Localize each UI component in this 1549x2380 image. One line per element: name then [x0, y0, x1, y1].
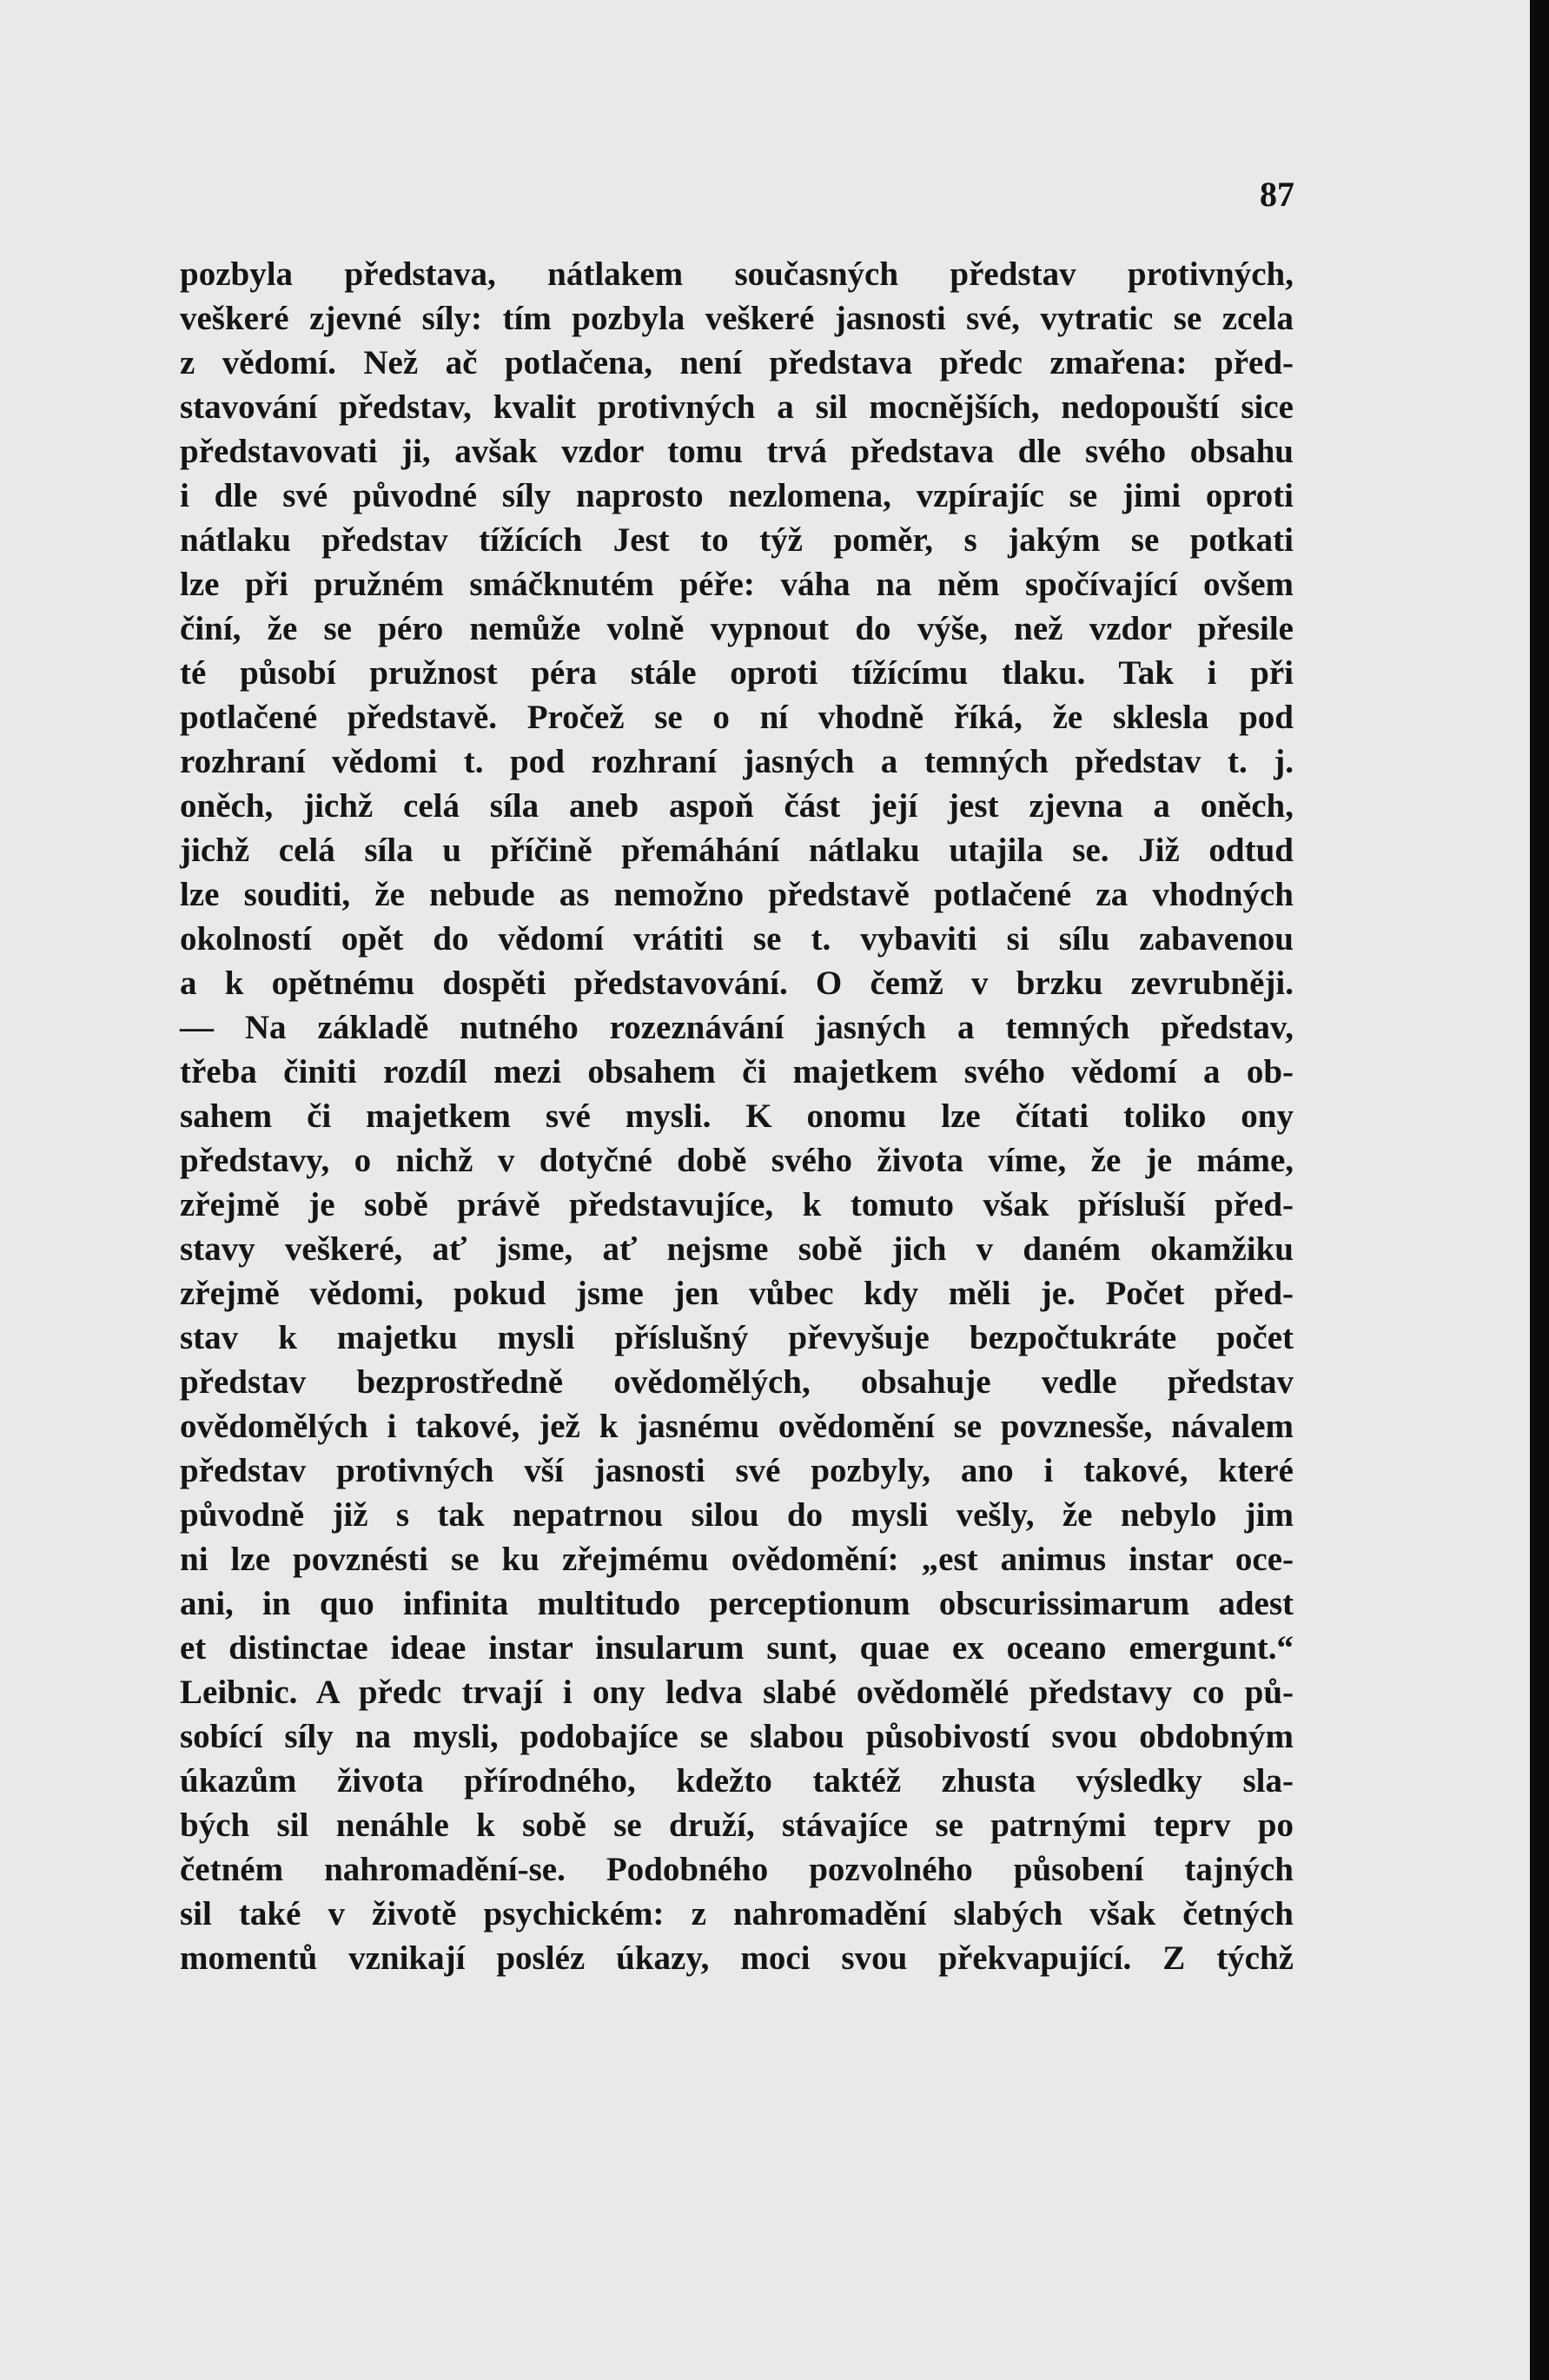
- scan-border: [1530, 0, 1549, 2380]
- text-line: úkazům života přírodného, kdežto taktéž zhusta výsledky sla-: [180, 1762, 1294, 1800]
- text-line: veškeré zjevné síly: tím pozbyla veškeré jasnosti své, vytratic se zcela: [180, 300, 1294, 337]
- text-line: nátlaku představ tížících Jest to týž poměr, s jakým se potkati: [180, 521, 1294, 559]
- body-text: [180, 252, 1294, 1980]
- text-line: potlačené představě. Pročež se o ní vhodně říká, že sklesla pod: [180, 699, 1294, 736]
- text-line: stavování představ, kvalit protivných a sil mocnějších, nedopouští sice: [180, 388, 1294, 426]
- text-line: rozhraní vědomi t. pod rozhraní jasných a temných představ t. j.: [180, 743, 1294, 780]
- text-line: pozbyla představa, nátlakem současných představ protivných,: [180, 255, 1294, 293]
- text-line: — Na základě nutného rozeznávání jasných a temných představ,: [180, 1009, 1294, 1046]
- text-line: sahem či majetkem své mysli. K onomu lze čítati toliko ony: [180, 1097, 1294, 1135]
- text-line: původně již s tak nepatrnou silou do mysli vešly, že nebylo jim: [180, 1496, 1294, 1534]
- text-line: té působí pružnost péra stále oproti tížícímu tlaku. Tak i při: [180, 654, 1294, 692]
- text-line: stavy veškeré, ať jsme, ať nejsme sobě jich v daném okamžiku: [180, 1230, 1294, 1268]
- text-line: sil také v životě psychickém: z nahromadění slabých však četných: [180, 1895, 1294, 1933]
- text-line: zřejmě je sobě právě představujíce, k tomuto však přísluší před-: [180, 1186, 1294, 1223]
- text-line: lze při pružném smáčknutém péře: váha na něm spočívající ovšem: [180, 566, 1294, 603]
- text-line: ovědomělých i takové, jež k jasnému ovědomění se povznesše, návalem: [180, 1408, 1294, 1445]
- text-line: zřejmě vědomi, pokud jsme jen vůbec kdy měli je. Počet před-: [180, 1275, 1294, 1312]
- text-line: et distinctae ideae instar insularum sunt, quae ex oceano emergunt.“: [180, 1629, 1294, 1667]
- text-line: momentů vznikají posléz úkazy, moci svou překvapující. Z týchž: [180, 1939, 1294, 1977]
- text-line: četném nahromadění-se. Podobného pozvolného působení tajných: [180, 1851, 1294, 1888]
- text-line: bých sil nenáhle k sobě se druží, stávajíce se patrnými teprv po: [180, 1807, 1294, 1844]
- text-line: i dle své původné síly naprosto nezlomena, vzpírajíc se jimi oproti: [180, 477, 1294, 514]
- text-line: činí, že se péro nemůže volně vypnout do výše, než vzdor přesile: [180, 610, 1294, 647]
- text-line: jichž celá síla u příčině přemáhání nátlaku utajila se. Již odtud: [180, 832, 1294, 869]
- text-line: představy, o nichž v dotyčné době svého života víme, že je máme,: [180, 1142, 1294, 1179]
- text-line: z vědomí. Než ač potlačena, není představa předc zmařena: před-: [180, 344, 1294, 381]
- text-line: představ bezprostředně ovědomělých, obsahuje vedle představ: [180, 1363, 1294, 1401]
- text-line: třeba činiti rozdíl mezi obsahem či majetkem svého vědomí a ob-: [180, 1053, 1294, 1091]
- text-line: oněch, jichž celá síla aneb aspoň část její jest zjevna a oněch,: [180, 787, 1294, 825]
- text-line: sobící síly na mysli, podobajíce se slabou působivostí svou obdobným: [180, 1718, 1294, 1755]
- page-number: 87: [1260, 175, 1294, 214]
- text-line: ani, in quo infinita multitudo perceptionum obscurissimarum adest: [180, 1585, 1294, 1622]
- text-line: ni lze povznésti se ku zřejmému ovědomění: „est animus instar oce-: [180, 1541, 1294, 1578]
- text-line: okolností opět do vědomí vrátiti se t. vybaviti si sílu zabavenou: [180, 920, 1294, 958]
- text-line: představovati ji, avšak vzdor tomu trvá představa dle svého obsahu: [180, 433, 1294, 470]
- text-line: Leibnic. A předc trvají i ony ledva slabé ovědomělé představy co pů-: [180, 1674, 1294, 1711]
- text-line: představ protivných vší jasnosti své pozbyly, ano i takové, které: [180, 1452, 1294, 1489]
- text-line: lze souditi, že nebude as nemožno představě potlačené za vhodných: [180, 876, 1294, 913]
- text-line: a k opětnému dospěti představování. O čemž v brzku zevrubněji.: [180, 965, 1294, 1002]
- text-line: stav k majetku mysli příslušný převyšuje bezpočtukráte počet: [180, 1319, 1294, 1356]
